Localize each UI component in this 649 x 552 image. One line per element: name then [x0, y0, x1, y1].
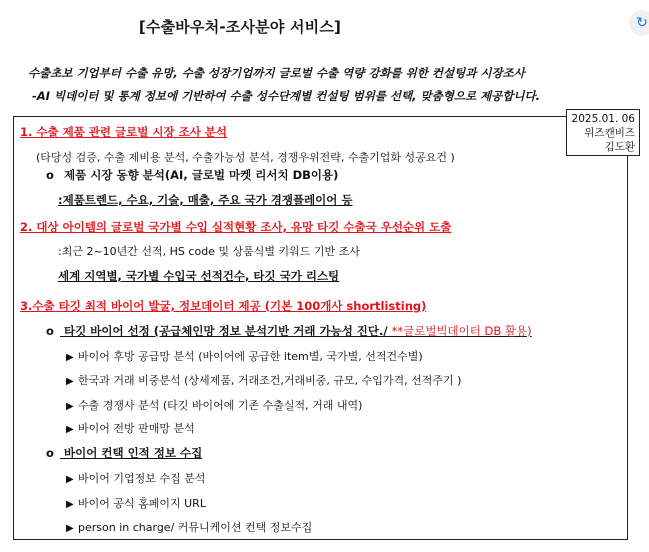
list-item-text: person in charge/ 커뮤니케이션 컨택 정보수집: [78, 521, 313, 534]
section2-sub: 세계 지역별, 국가별 수입국 선적건수, 타깃 국가 리스팅: [58, 269, 340, 283]
list-item: [66, 348, 423, 364]
circle-bullet-icon: o: [46, 324, 54, 338]
list-item: [66, 420, 195, 436]
triangle-bullet-icon: ▶: [66, 523, 74, 534]
circle-bullet-icon: o: [46, 168, 54, 182]
section1-detail: (타당성 검증, 수출 제비용 분석, 수출가능성 분석, 경쟁우위전략, 수출기업화 성공요건 ): [36, 151, 455, 164]
document-title: [수출바우처-조사분야 서비스]: [138, 18, 342, 36]
section2-heading: 2. 대상 아이템의 글로벌 국가별 수입 실적현황 조사, 유망 타깃 수출국 우선순위 도출: [20, 220, 452, 234]
list-item-text: 바이어 전방 판매망 분석: [78, 422, 195, 435]
section3-group2-text: 바이어 컨택 인적 정보 수집: [64, 446, 203, 460]
list-item: [66, 397, 362, 413]
section3-heading: 3.수출 타깃 최적 바이어 발굴, 정보데이터 제공 (기본 100개사 shortlisting): [20, 299, 427, 313]
section1-bullet: [46, 167, 338, 183]
list-item: [66, 495, 206, 511]
section3-group2-bullet: [46, 445, 202, 461]
list-item-text: 바이어 공식 홈페이지 URL: [78, 497, 206, 510]
intro-line-2: -AI 빅데이터 및 통계 정보에 기반하여 수출 성수단계별 컨설팅 범위를 선택, 맞춤형으로 제공합니다.: [32, 89, 540, 103]
browser-extension-icon[interactable]: ↻: [629, 10, 649, 36]
list-item: [66, 470, 205, 486]
meta-date: 2025.01. 06: [571, 113, 635, 125]
section1-heading: 1. 수출 제품 관련 글로벌 시장 조사 분석: [20, 125, 228, 139]
list-item-text: 수출 경쟁사 분석 (타깃 바이어에 기존 수출실적, 거래 내역): [78, 399, 363, 412]
section1-bullet-text: 제품 시장 동향 분석(AI, 글로벌 마켓 리서치 DB이용): [64, 168, 339, 182]
intro-line-1: 수출초보 기업부터 수출 유망, 수출 성장기업까지 글로벌 수출 역량 강화를 위한 컨설팅과 시장조사: [28, 66, 525, 80]
list-item-text: 바이어 후방 공급망 분석 (바이어에 공급한 item별, 국가별, 선적건수별): [78, 350, 423, 363]
section3-group1-text: 타깃 바이어 선정 (공급체인망 정보 분석기반 거래 가능성 진단./: [64, 324, 392, 338]
triangle-bullet-icon: ▶: [66, 499, 74, 510]
triangle-bullet-icon: ▶: [66, 401, 74, 412]
triangle-bullet-icon: ▶: [66, 424, 74, 435]
circle-bullet-icon: o: [46, 446, 54, 460]
triangle-bullet-icon: ▶: [66, 352, 74, 363]
meta-company: 위즈캔비즈: [584, 127, 635, 139]
meta-box: [566, 109, 640, 156]
triangle-bullet-icon: ▶: [66, 376, 74, 387]
list-item: [66, 519, 312, 535]
section1-sub: :제품트렌드, 수요, 기술, 매출, 주요 국가 경쟁플레이어 등: [58, 193, 353, 207]
triangle-bullet-icon: ▶: [66, 474, 74, 485]
list-item: [66, 372, 461, 388]
section3-group1-red-text: **글로벌빅데이터 DB 활용): [391, 324, 532, 338]
list-item-text: 한국과 거래 비중분석 (상세제품, 거래조건,거래비중, 규모, 수입가격, 선적주기 ): [78, 374, 462, 387]
meta-author: 김도환: [604, 141, 635, 153]
section2-detail: :최근 2~10년간 선적, HS code 및 상품식별 키워드 기반 조사: [58, 245, 360, 258]
section3-group1-bullet: [46, 323, 532, 339]
list-item-text: 바이어 기업정보 수집 분석: [78, 472, 206, 485]
